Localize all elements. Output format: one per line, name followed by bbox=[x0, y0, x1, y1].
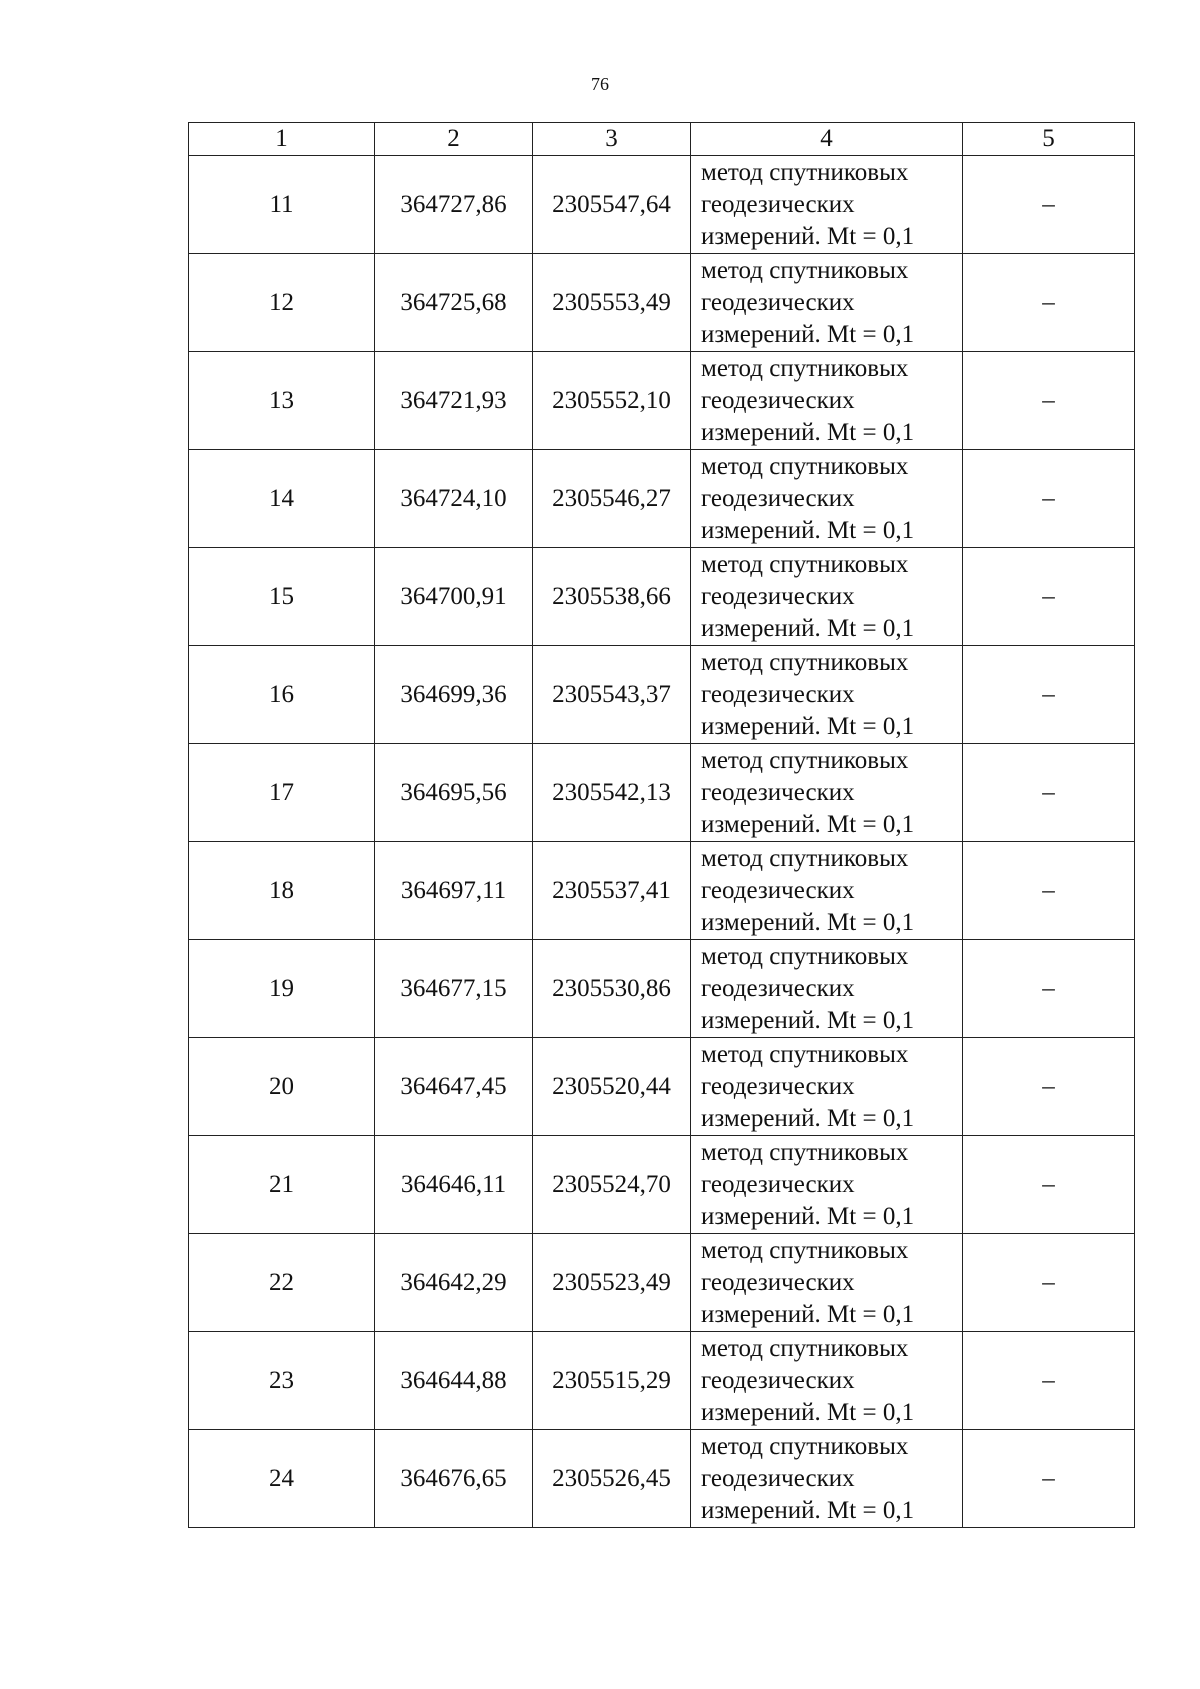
method-text-line: метод спутниковых bbox=[701, 1334, 909, 1362]
header-cell-1: 1 bbox=[189, 123, 375, 156]
coord-y-cell: 2305542,13 bbox=[533, 744, 691, 842]
table-row bbox=[189, 450, 1135, 548]
method-text-line: измерений. Mt = 0,1 bbox=[701, 712, 915, 740]
page-number: 76 bbox=[591, 74, 609, 94]
header-cell-2: 2 bbox=[375, 123, 533, 156]
coord-y-cell: 2305537,41 bbox=[533, 842, 691, 940]
method-text-line: метод спутниковых bbox=[701, 256, 909, 284]
method-cell bbox=[691, 352, 963, 450]
method-text-line: геодезических bbox=[701, 1072, 855, 1100]
coord-y-cell: 2305553,49 bbox=[533, 254, 691, 352]
method-text-line: геодезических bbox=[701, 1366, 855, 1394]
method-cell bbox=[691, 842, 963, 940]
method-cell bbox=[691, 548, 963, 646]
method-text-line: метод спутниковых bbox=[701, 1432, 909, 1460]
method-text-line: измерений. Mt = 0,1 bbox=[701, 1006, 915, 1034]
point-number-cell: 23 bbox=[189, 1332, 375, 1430]
method-text-line: измерений. Mt = 0,1 bbox=[701, 1496, 915, 1524]
point-number-cell: 19 bbox=[189, 940, 375, 1038]
method-text-line: измерений. Mt = 0,1 bbox=[701, 320, 915, 348]
note-cell: – bbox=[963, 1038, 1135, 1136]
method-cell bbox=[691, 450, 963, 548]
method-text-line: геодезических bbox=[701, 190, 855, 218]
coord-x-cell: 364647,45 bbox=[375, 1038, 533, 1136]
note-cell: – bbox=[963, 156, 1135, 254]
method-text-line: метод спутниковых bbox=[701, 452, 909, 480]
method-text-line: метод спутниковых bbox=[701, 158, 909, 186]
coord-y-cell: 2305530,86 bbox=[533, 940, 691, 1038]
table-row bbox=[189, 1234, 1135, 1332]
coord-x-cell: 364677,15 bbox=[375, 940, 533, 1038]
point-number-cell: 14 bbox=[189, 450, 375, 548]
method-text-line: измерений. Mt = 0,1 bbox=[701, 516, 915, 544]
method-text-line: геодезических bbox=[701, 1464, 855, 1492]
method-text-line: метод спутниковых bbox=[701, 1040, 909, 1068]
method-text-line: геодезических bbox=[701, 484, 855, 512]
method-cell bbox=[691, 1430, 963, 1528]
point-number-cell: 11 bbox=[189, 156, 375, 254]
table-row bbox=[189, 156, 1135, 254]
coord-x-cell: 364699,36 bbox=[375, 646, 533, 744]
method-text-line: измерений. Mt = 0,1 bbox=[701, 1398, 915, 1426]
point-number-cell: 13 bbox=[189, 352, 375, 450]
method-cell bbox=[691, 1234, 963, 1332]
coord-x-cell: 364725,68 bbox=[375, 254, 533, 352]
table-header bbox=[189, 123, 1135, 156]
method-text-line: метод спутниковых bbox=[701, 1138, 909, 1166]
note-cell: – bbox=[963, 450, 1135, 548]
coordinates-table bbox=[188, 122, 1135, 1528]
table-row bbox=[189, 842, 1135, 940]
method-text-line: геодезических bbox=[701, 582, 855, 610]
point-number-cell: 15 bbox=[189, 548, 375, 646]
table-row bbox=[189, 1332, 1135, 1430]
point-number-cell: 20 bbox=[189, 1038, 375, 1136]
coord-y-cell: 2305520,44 bbox=[533, 1038, 691, 1136]
method-text-line: метод спутниковых bbox=[701, 1236, 909, 1264]
method-text-line: метод спутниковых bbox=[701, 942, 909, 970]
method-text-line: измерений. Mt = 0,1 bbox=[701, 810, 915, 838]
method-text-line: геодезических bbox=[701, 1268, 855, 1296]
table-row bbox=[189, 352, 1135, 450]
method-text-line: метод спутниковых bbox=[701, 746, 909, 774]
method-text-line: измерений. Mt = 0,1 bbox=[701, 1300, 915, 1328]
note-cell: – bbox=[963, 646, 1135, 744]
table-row bbox=[189, 940, 1135, 1038]
coord-y-cell: 2305515,29 bbox=[533, 1332, 691, 1430]
point-number-cell: 24 bbox=[189, 1430, 375, 1528]
note-cell: – bbox=[963, 1234, 1135, 1332]
method-text-line: геодезических bbox=[701, 680, 855, 708]
coord-y-cell: 2305547,64 bbox=[533, 156, 691, 254]
coord-x-cell: 364700,91 bbox=[375, 548, 533, 646]
method-text-line: геодезических bbox=[701, 386, 855, 414]
note-cell: – bbox=[963, 254, 1135, 352]
method-text-line: метод спутниковых bbox=[701, 648, 909, 676]
method-text-line: метод спутниковых bbox=[701, 354, 909, 382]
method-text-line: измерений. Mt = 0,1 bbox=[701, 614, 915, 642]
method-text-line: метод спутниковых bbox=[701, 844, 909, 872]
coord-y-cell: 2305524,70 bbox=[533, 1136, 691, 1234]
table-row bbox=[189, 1038, 1135, 1136]
method-cell bbox=[691, 1332, 963, 1430]
method-text-line: геодезических bbox=[701, 974, 855, 1002]
coord-x-cell: 364646,11 bbox=[375, 1136, 533, 1234]
point-number-cell: 17 bbox=[189, 744, 375, 842]
table-row bbox=[189, 646, 1135, 744]
coord-y-cell: 2305526,45 bbox=[533, 1430, 691, 1528]
method-text-line: геодезических bbox=[701, 778, 855, 806]
method-text-line: измерений. Mt = 0,1 bbox=[701, 908, 915, 936]
point-number-cell: 16 bbox=[189, 646, 375, 744]
coord-x-cell: 364644,88 bbox=[375, 1332, 533, 1430]
table-row bbox=[189, 744, 1135, 842]
method-cell bbox=[691, 1136, 963, 1234]
point-number-cell: 22 bbox=[189, 1234, 375, 1332]
table-row bbox=[189, 1430, 1135, 1528]
coord-x-cell: 364642,29 bbox=[375, 1234, 533, 1332]
method-cell bbox=[691, 1038, 963, 1136]
method-cell bbox=[691, 254, 963, 352]
note-cell: – bbox=[963, 352, 1135, 450]
method-text-line: измерений. Mt = 0,1 bbox=[701, 222, 915, 250]
coord-x-cell: 364727,86 bbox=[375, 156, 533, 254]
method-text-line: метод спутниковых bbox=[701, 550, 909, 578]
method-cell bbox=[691, 646, 963, 744]
point-number-cell: 12 bbox=[189, 254, 375, 352]
method-text-line: измерений. Mt = 0,1 bbox=[701, 418, 915, 446]
note-cell: – bbox=[963, 940, 1135, 1038]
coord-x-cell: 364721,93 bbox=[375, 352, 533, 450]
coord-y-cell: 2305523,49 bbox=[533, 1234, 691, 1332]
table-body bbox=[189, 156, 1135, 1528]
method-text-line: геодезических bbox=[701, 876, 855, 904]
method-cell bbox=[691, 940, 963, 1038]
header-row bbox=[189, 123, 1135, 156]
note-cell: – bbox=[963, 1332, 1135, 1430]
note-cell: – bbox=[963, 744, 1135, 842]
coord-x-cell: 364724,10 bbox=[375, 450, 533, 548]
table-row bbox=[189, 254, 1135, 352]
header-cell-3: 3 bbox=[533, 123, 691, 156]
note-cell: – bbox=[963, 548, 1135, 646]
header-cell-4: 4 bbox=[691, 123, 963, 156]
method-text-line: измерений. Mt = 0,1 bbox=[701, 1202, 915, 1230]
table-row bbox=[189, 1136, 1135, 1234]
coord-x-cell: 364697,11 bbox=[375, 842, 533, 940]
header-cell-5: 5 bbox=[963, 123, 1135, 156]
method-cell bbox=[691, 156, 963, 254]
note-cell: – bbox=[963, 1430, 1135, 1528]
method-text-line: геодезических bbox=[701, 288, 855, 316]
coord-y-cell: 2305546,27 bbox=[533, 450, 691, 548]
note-cell: – bbox=[963, 1136, 1135, 1234]
note-cell: – bbox=[963, 842, 1135, 940]
table-row bbox=[189, 548, 1135, 646]
method-text-line: измерений. Mt = 0,1 bbox=[701, 1104, 915, 1132]
point-number-cell: 18 bbox=[189, 842, 375, 940]
coord-y-cell: 2305552,10 bbox=[533, 352, 691, 450]
method-text-line: геодезических bbox=[701, 1170, 855, 1198]
coord-x-cell: 364676,65 bbox=[375, 1430, 533, 1528]
coord-x-cell: 364695,56 bbox=[375, 744, 533, 842]
coord-y-cell: 2305538,66 bbox=[533, 548, 691, 646]
point-number-cell: 21 bbox=[189, 1136, 375, 1234]
method-cell bbox=[691, 744, 963, 842]
coord-y-cell: 2305543,37 bbox=[533, 646, 691, 744]
